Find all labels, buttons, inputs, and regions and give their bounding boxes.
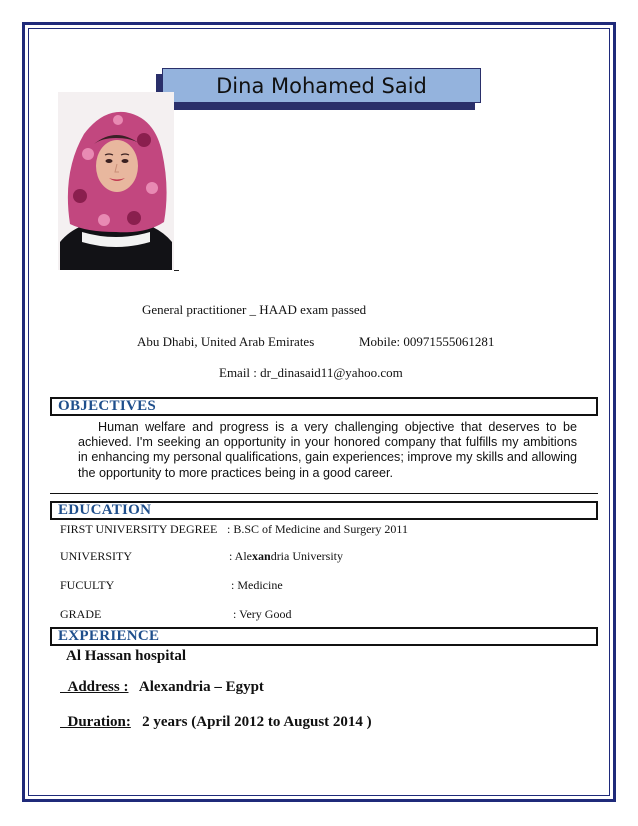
photo-underline (174, 270, 179, 271)
objectives-divider (50, 493, 598, 494)
objectives-heading: OBJECTIVES (58, 398, 157, 414)
education-value-grade: : Very Good (233, 607, 292, 621)
objectives-text: Human welfare and progress is a very challenging objective that deserves to be achieved. I'm seeking an opportunity in your honored company that fulfills my ambitions in enhancing my personal qualifications, gain experiences; improve my skills and allowing the opportunity to more practices being in a good career. (78, 420, 577, 480)
education-label-degree: FIRST UNIVERSITY DEGREE (60, 522, 218, 536)
location: Abu Dhabi, United Arab Emirates (137, 334, 315, 349)
education-label-university: UNIVERSITY (60, 549, 132, 563)
education-value-university: : Alexandria University (229, 549, 344, 563)
education-value-faculty: : Medicine (231, 578, 283, 592)
profile-photo (58, 92, 174, 270)
education-value-degree: : B.SC of Medicine and Surgery 2011 (227, 522, 408, 536)
objectives-heading-bar (50, 397, 598, 416)
email-address: Email : dr_dinasaid11@yahoo.com (219, 365, 403, 380)
experience-heading-bar (50, 627, 598, 646)
job-title: General practitioner _ HAAD exam passed (142, 302, 367, 317)
education-heading-bar (50, 501, 598, 520)
name-title-box (162, 68, 481, 103)
candidate-name: Dina Mohamed Said (216, 73, 427, 98)
experience-hospital: Al Hassan hospital (66, 648, 187, 664)
experience-address: Address : Alexandria – Egypt (67, 679, 264, 695)
education-heading: EDUCATION (58, 502, 152, 518)
mobile-number: Mobile: 00971555061281 (359, 334, 495, 349)
experience-heading: EXPERIENCE (58, 628, 160, 644)
experience-duration: Duration: 2 years (April 2012 to August 2014 ) (67, 714, 372, 730)
education-label-grade: GRADE (60, 607, 102, 621)
education-label-faculty: FUCULTY (60, 578, 115, 592)
